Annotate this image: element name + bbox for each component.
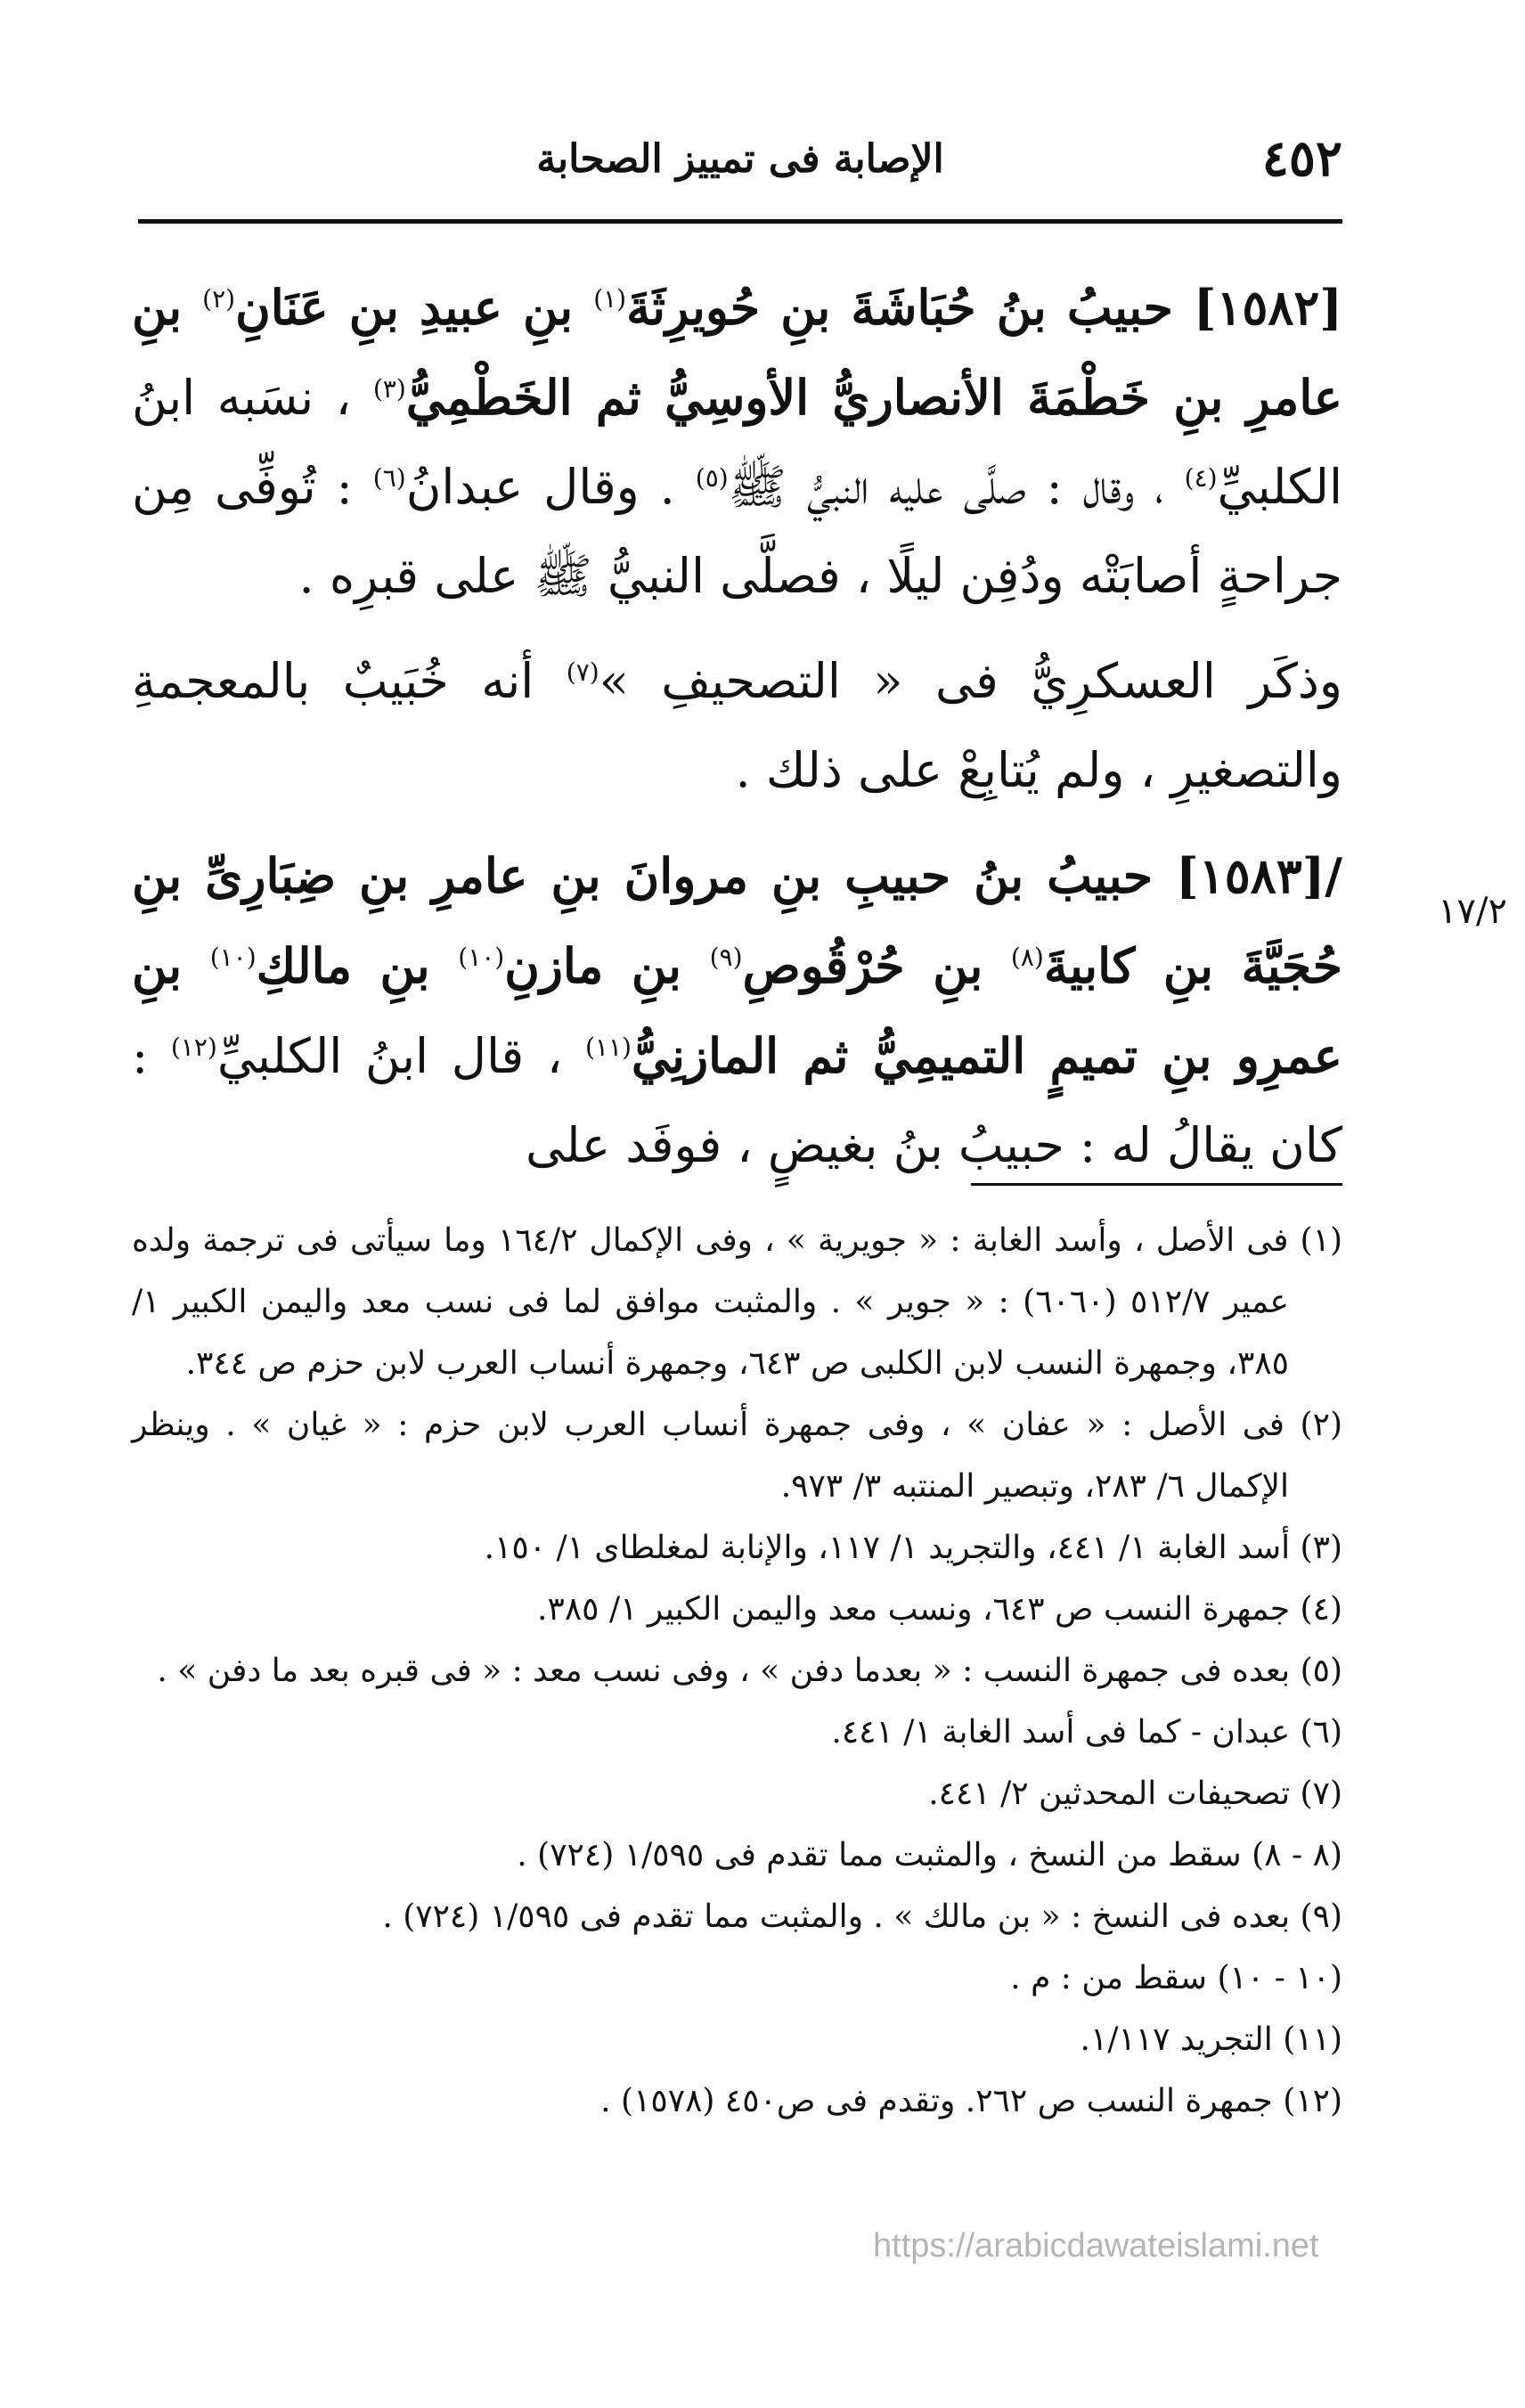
entry-text: وذكَر العسكرِيُّ فى « التصحيفِ » (599, 653, 1342, 709)
entry-text: : كان يقالُ له : حبيبُ بنُ بغيضٍ ، فوفَد على (132, 1028, 1342, 1173)
entry-1583 (132, 831, 1342, 1190)
footnote-11: (١١) التجريد ١/١١٧. (1080, 2021, 1342, 2058)
main-text (132, 263, 1342, 1190)
footnote-marker: (١٢) (170, 1033, 217, 1062)
entry-heading-text: /[١٥٨٣] حبيبُ بنُ حبيبِ بنِ مروانَ بنِ عامرِ بنِ ضِبَارِىِّ بنِ حُجَيَّةَ بنِ كابيةَ (132, 847, 1343, 994)
footnote-marker: (٤) (1184, 463, 1218, 493)
footnotes (132, 1210, 1342, 2132)
footnote-marker: (٣) (372, 374, 406, 404)
footnote-marker: (١٠) (458, 943, 505, 972)
footnote-4: (٤) جمهرة النسب ص ٦٤٣، ونسب معد واليمن الكبير ١/ ٣٨٥. (537, 1591, 1342, 1628)
footnote-marker: (٦) (372, 463, 406, 493)
footnote-marker: (٧) (566, 657, 599, 687)
footnote-2: (٢) فى الأصل : « عفان » ، وفى جمهرة أنساب العرب لابن حزم : « غيان » . وينظر الإكمال ٦/ ٢٨٣، وتبصير المنتبه ٣/ ٩٧٣. (132, 1407, 1342, 1505)
footnote-12: (١٢) جمهرة النسب ص ٢٦٢. وتقدم فى ص٤٥٠ (١٥٧٨) . (600, 2083, 1342, 2119)
footnote-5: (٥) بعده فى جمهرة النسب : « بعدما دفن » ، وفى نسب معد : « فى قبره بعد ما دفن » . (157, 1653, 1342, 1689)
footnote-9: (٩) بعده فى النسخ : « بن مالك » . والمثبت مما تقدم فى ١/٥٩٥ (٧٢٤) . (382, 1898, 1342, 1935)
entry-1582 (132, 263, 1342, 621)
header-rule (138, 219, 1342, 224)
footnote-marker: (٨) (1010, 943, 1044, 972)
entry-text: ، وقال : صلَّى عليه النبيُّ ﷺ (728, 459, 1185, 515)
entry-1582-note (132, 637, 1342, 815)
footnote-7: (٧) تصحيفات المحدثين ٢/ ٤٤١. (928, 1775, 1342, 1812)
footnote-rule (971, 1183, 1342, 1186)
footnote-10: (١٠ - ١٠) سقط من : م . (1010, 1960, 1342, 1996)
entry-text: : تُوفِّى مِن جراحةٍ أصابَتْه ودُفِن ليلًا ، فصلَّى النبيُّ ﷺ على قبرِه . (132, 459, 1342, 604)
entry-heading-text: [١٥٨٢] حبيبُ بنُ حُبَاشَةَ بنِ حُويرِثَةَ (626, 279, 1342, 336)
entry-text: أنه خُبَيبٌ بالمعجمةِ والتصغيرِ ، ولم يُتابِعْ على ذلك . (132, 653, 1342, 798)
footnote-marker: (١٠) (209, 943, 257, 972)
footnote-8: (٨ - ٨) سقط من النسخ ، والمثبت مما تقدم فى ١/٥٩٥ (٧٢٤) . (517, 1837, 1342, 1873)
entry-text: . وقال عبدانُ (405, 459, 696, 515)
footnote-6: (٦) عبدان - كما فى أسد الغابة ١/ ٤٤١. (831, 1714, 1342, 1751)
running-title: الإصابة فى تمييز الصحابة (536, 136, 944, 182)
page-header (138, 120, 1342, 200)
entry-text: ، نسَبه ابنُ الكلبيِّ (132, 370, 1343, 515)
footnote-marker: (٥) (695, 463, 729, 493)
watermark-url: https://arabicdawateislami.net (873, 2227, 1319, 2265)
footnote-marker: (٢) (202, 284, 236, 314)
entry-heading-text: بنِ عمرِو بنِ تميمٍ التميمِيُّ ثم المازنِيُّ (132, 937, 1343, 1084)
footnote-3: (٣) أسد الغابة ١/ ٤٤١، والتجريد ١/ ١١٧، والإنابة لمغلطاى ١/ ١٥٠. (484, 1530, 1342, 1566)
entry-heading-text: بنِ حُرْقُوصِ (742, 937, 1011, 994)
footnote-marker: (١) (593, 284, 627, 314)
footnote-1: (١) فى الأصل ، وأسد الغابة : « جويرية » ، وفى الإكمال ١٦٤/٢ وما سيأتى فى ترجمة ولده عمير ٥١٢/٧ (٦٠٦٠) : « جوير » . والمثبت موافق لما فى نسب معد واليمن الكبير ١/ ٣٨٥، وجمهرة النسب لابن الكلبى ص ٦٤٣، وجمهرة أنساب العرب لابن حزم ص ٣٤٤. (132, 1222, 1342, 1382)
entry-heading-text: بنِ مازنِ (504, 937, 710, 994)
footnote-marker: (٩) (709, 943, 743, 972)
entry-heading-text: بنِ مالكِ (256, 937, 459, 994)
entry-text: ، قال ابنُ الكلبيِّ (216, 1028, 585, 1084)
entry-heading-text: بنِ عامرِ بنِ خَطْمَةَ الأنصاريُّ الأوسِيُّ ثم الخَطْمِيُّ (132, 279, 1342, 426)
margin-reference: ١٧/٢ (1438, 891, 1507, 932)
page-number: ٤٥٢ (1261, 129, 1342, 188)
footnote-marker: (١١) (584, 1033, 632, 1062)
entry-heading-text: بنِ عبيدِ بنِ عَنَانِ (235, 279, 594, 336)
